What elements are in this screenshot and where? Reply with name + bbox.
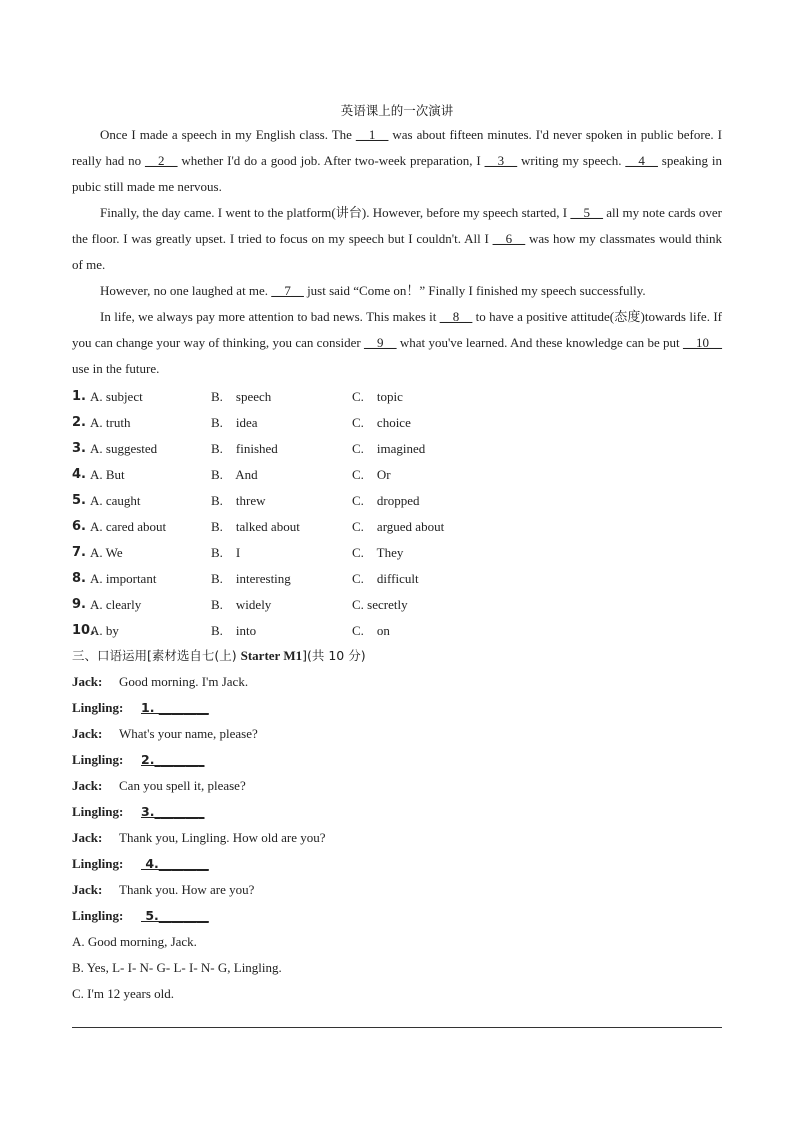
option-a: A. We <box>90 545 123 560</box>
option-row <box>72 462 722 488</box>
dialog-line <box>72 877 722 903</box>
option-a: A. subject <box>90 389 143 404</box>
dialog-line <box>72 721 722 747</box>
option-row <box>72 488 722 514</box>
option-row <box>72 410 722 436</box>
option-row <box>72 566 722 592</box>
blank-9: __9__ <box>364 335 397 350</box>
speaker: Jack: <box>72 726 103 741</box>
option-c: C. Or <box>352 467 391 482</box>
option-row <box>72 592 722 618</box>
dialog <box>72 669 722 929</box>
blank-8: __8__ <box>439 309 473 324</box>
option-c: C. on <box>352 623 390 638</box>
dialog-text: What's your name, please? <box>119 726 258 741</box>
question-number: 4. <box>72 467 86 482</box>
question-number: 5. <box>72 493 86 508</box>
answer-choice-a: A. Good morning, Jack. <box>72 934 197 949</box>
paragraph-2: Finally, the day came. I went to the platform(讲台). However, before my speech started, I __5__ all my note cards over the floor. I was greatly upset. I tried to focus on my speech but I couldn't. All I __6__ was how my classmates would think of me. <box>72 205 722 272</box>
option-row <box>72 540 722 566</box>
option-b: B. widely <box>211 597 272 612</box>
blank-4: __4__ <box>625 153 658 168</box>
dialog-blank: 3.________ <box>141 804 205 819</box>
option-b: B. interesting <box>211 571 291 586</box>
option-c: C. imagined <box>352 441 426 456</box>
option-c: C. They <box>352 545 404 560</box>
cloze-passage <box>72 122 722 382</box>
option-a: A. by <box>90 623 119 638</box>
dialog-text: Thank you. How are you? <box>119 882 255 897</box>
answer-options <box>72 384 722 644</box>
passage-title: 英语课上的一次演讲 <box>340 103 454 118</box>
paragraph-4: In life, we always pay more attention to bad news. This makes it __8__ to have a positive attitude(态度)towards life. If you can change your way of thinking, you can consider __9__ what you've learned. And these knowledge can be put __10__ use in the future. <box>72 309 722 376</box>
option-c: C. secretly <box>352 597 408 612</box>
question-number: 9. <box>72 597 86 612</box>
option-a: A. caught <box>90 493 141 508</box>
speaker: Jack: <box>72 882 103 897</box>
option-row <box>72 514 722 540</box>
paragraph-1: Once I made a speech in my English class. The __1__ was about fifteen minutes. I'd never spoken in public before. I really had no __2__ whether I'd do a good job. After two-week preparation, I __3__ writing my speech. __4__ speaking in pubic still made me nervous. <box>72 127 722 194</box>
option-a: A. suggested <box>90 441 158 456</box>
option-row <box>72 384 722 410</box>
option-a: A. cared about <box>90 519 167 534</box>
dialog-blank: 1. ________ <box>141 700 209 715</box>
option-a: A. truth <box>90 415 131 430</box>
blank-5: __5__ <box>570 205 603 220</box>
option-c: C. topic <box>352 389 403 404</box>
dialog-line <box>72 747 722 773</box>
answer-choice-c: C. I'm 12 years old. <box>72 986 174 1001</box>
speaker: Jack: <box>72 674 103 689</box>
question-number: 6. <box>72 519 86 534</box>
speaker: Jack: <box>72 778 103 793</box>
blank-1: __1__ <box>355 127 389 142</box>
paragraph-3: However, no one laughed at me. __7__ just said “Come on！” Finally I finished my speech successfully. <box>100 283 646 298</box>
speaker: Jack: <box>72 830 103 845</box>
option-row <box>72 436 722 462</box>
option-b: B. talked about <box>211 519 300 534</box>
bottom-divider <box>72 1027 722 1028</box>
blank-3: __3__ <box>484 153 518 168</box>
section-heading: 三、口语运用[素材选自七(上) Starter M1](共 10 分) <box>72 648 366 663</box>
dialog-blank: 5.________ <box>141 908 209 923</box>
dialog-line <box>72 773 722 799</box>
dialog-line <box>72 695 722 721</box>
dialog-line <box>72 799 722 825</box>
question-number: 3. <box>72 441 86 456</box>
dialog-text: Can you spell it, please? <box>119 778 246 793</box>
option-c: C. difficult <box>352 571 419 586</box>
speaker: Lingling: <box>72 804 124 819</box>
dialog-line <box>72 825 722 851</box>
option-c: C. choice <box>352 415 411 430</box>
dialog-text: Good morning. I'm Jack. <box>119 674 249 689</box>
dialog-text: Thank you, Lingling. How old are you? <box>119 830 326 845</box>
blank-6: __6__ <box>492 231 526 246</box>
question-number: 2. <box>72 415 86 430</box>
option-c: C. dropped <box>352 493 420 508</box>
speaker: Lingling: <box>72 856 124 871</box>
question-number: 1. <box>72 389 86 404</box>
blank-10: __10__ <box>683 335 722 350</box>
dialog-answer-choices <box>72 929 722 1007</box>
option-c: C. argued about <box>352 519 445 534</box>
answer-choice-b: B. Yes, L- I- N- G- L- I- N- G, Lingling. <box>72 960 282 975</box>
option-b: B. And <box>211 467 258 482</box>
blank-2: __2__ <box>145 153 178 168</box>
dialog-line <box>72 851 722 877</box>
option-a: A. important <box>90 571 157 586</box>
option-a: A. clearly <box>90 597 142 612</box>
dialog-blank: 4.________ <box>141 856 209 871</box>
option-row <box>72 618 722 644</box>
speaker: Lingling: <box>72 908 124 923</box>
question-number: 10. <box>72 623 96 638</box>
blank-7: __7__ <box>271 283 304 298</box>
question-number: 7. <box>72 545 86 560</box>
dialog-line <box>72 903 722 929</box>
speaker: Lingling: <box>72 752 124 767</box>
dialog-blank: 2.________ <box>141 752 205 767</box>
option-b: B. threw <box>211 493 266 508</box>
option-b: B. I <box>211 545 241 560</box>
speaker: Lingling: <box>72 700 124 715</box>
option-b: B. finished <box>211 441 278 456</box>
option-b: B. into <box>211 623 257 638</box>
option-b: B. idea <box>211 415 258 430</box>
question-number: 8. <box>72 571 86 586</box>
dialog-line <box>72 669 722 695</box>
option-b: B. speech <box>211 389 272 404</box>
option-a: A. But <box>90 467 125 482</box>
